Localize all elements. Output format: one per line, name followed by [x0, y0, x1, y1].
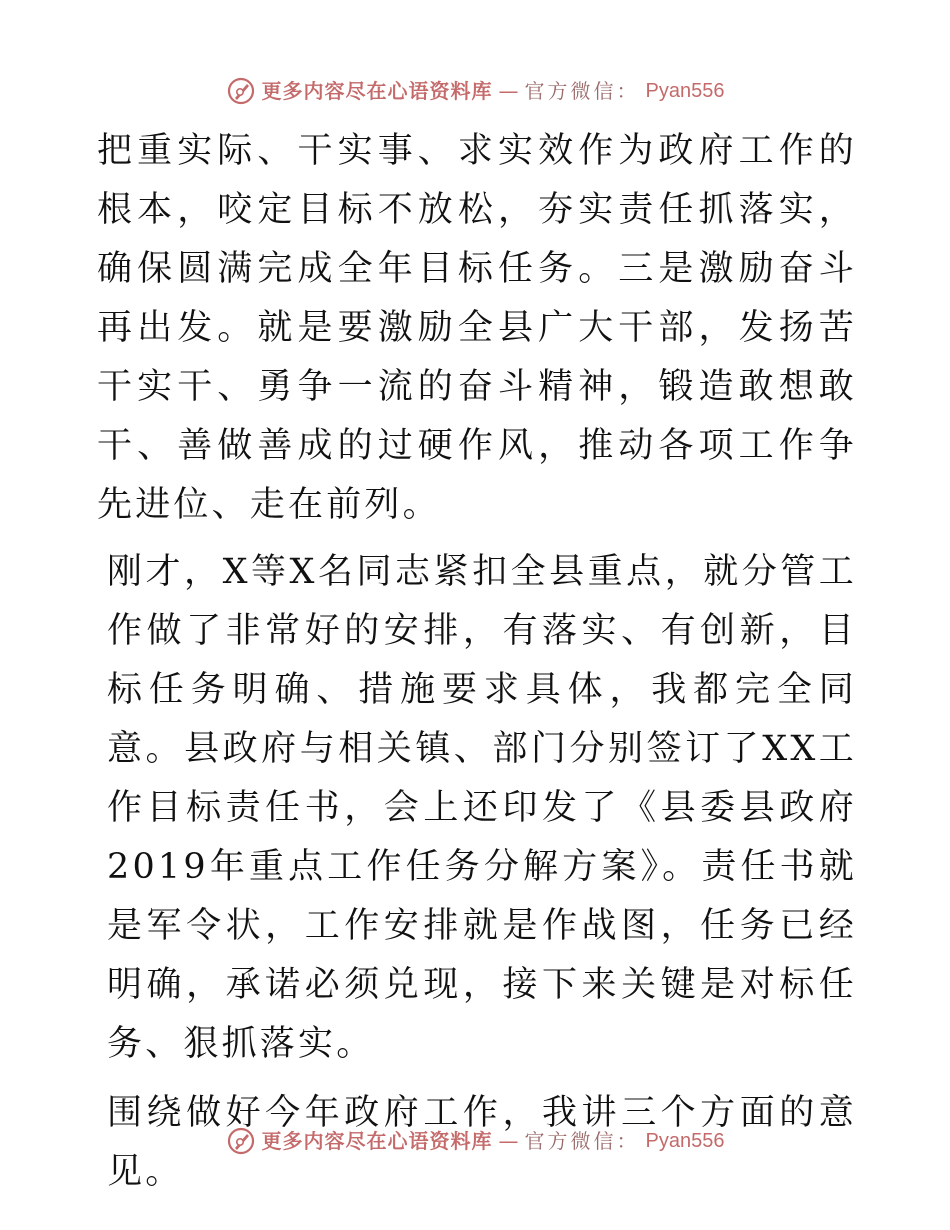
- paragraph-2: 刚才，X等X名同志紧扣全县重点，就分管工作做了非常好的安排，有落实、有创新，目标任务明确、措施要求具体，我都完全同意。县政府与相关镇、部门分别签订了XX工作目标责任书，会上还印发了《县委县政府2019年重点工作任务分解方案》。责任书就是军令状，工作安排就是作战图，任务已经明确，承诺必须兑现，接下来关键是对标任务、狠抓落实。: [107, 552, 857, 1064]
- paragraph-1: 把重实际、干实事、求实效作为政府工作的根本，咬定目标不放松，夯实责任抓落实，确保圆满完成全年目标任务。三是激励奋斗再出发。就是要激励全县广大干部，发扬苦干实干、勇争一流的奋斗精神，锻造敢想敢干、善做善成的过硬作风，推动各项工作争先进位、走在前列。: [97, 131, 857, 525]
- watermark-text: 更多内容尽在心语资料库: [261, 1129, 493, 1153]
- watermark-header: [0, 76, 950, 106]
- watermark-dash: —: [498, 1129, 519, 1153]
- watermark-label: 官方微信：: [524, 79, 640, 103]
- watermark-label: 官方微信：: [524, 1129, 640, 1153]
- watermark-text: 更多内容尽在心语资料库: [261, 79, 493, 103]
- watermark-id: Pyan556: [645, 80, 725, 102]
- document-body: [97, 122, 857, 1202]
- quill-logo-icon: [226, 76, 256, 106]
- paragraph-3: 围绕做好今年政府工作，我讲三个方面的意见。: [107, 1093, 857, 1192]
- watermark-footer: [0, 1126, 950, 1156]
- quill-logo-icon: [226, 1126, 256, 1156]
- watermark-dash: —: [498, 79, 519, 103]
- watermark-id: Pyan556: [645, 1130, 725, 1152]
